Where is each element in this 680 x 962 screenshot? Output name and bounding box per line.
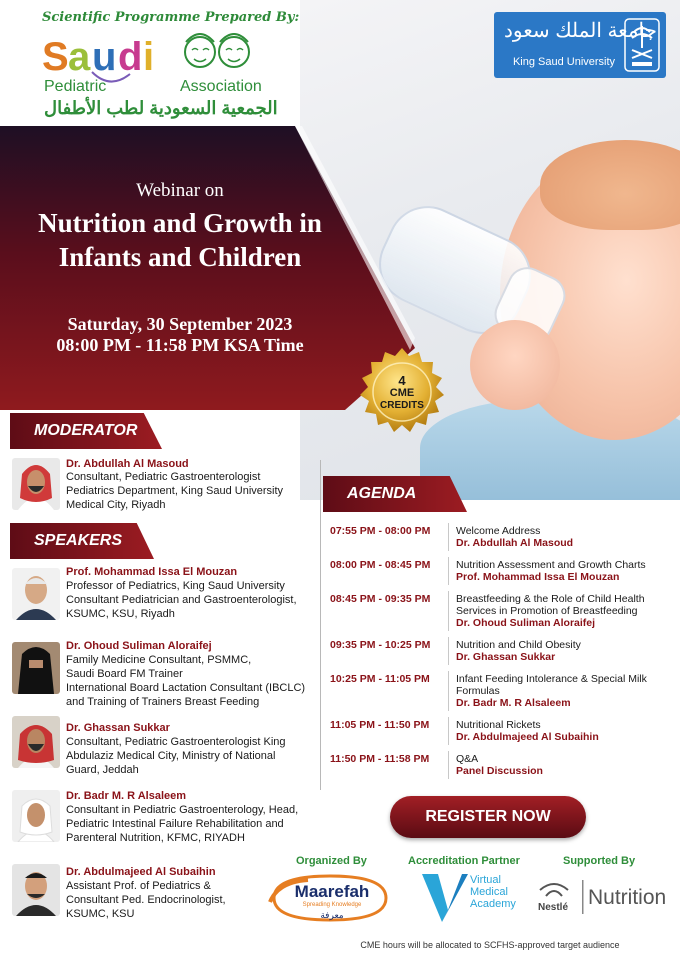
agenda-time: 08:45 PM - 09:35 PM <box>330 593 431 605</box>
agenda-topic: Nutrition and Child Obesity <box>456 639 581 651</box>
register-now-button[interactable]: REGISTER NOW <box>390 796 586 838</box>
speaker-name: Prof. Mohammad Issa El Mouzan <box>66 566 238 578</box>
maarefah-arabic: معرفة <box>320 910 344 920</box>
organized-by-label: Organized By <box>296 855 367 867</box>
prepared-by-label: Scientific Programme Prepared By: <box>42 10 300 25</box>
agenda-separator <box>448 717 449 745</box>
maarefah-tagline: Spreading Knowledge <box>302 902 362 908</box>
agenda-separator <box>448 751 449 779</box>
column-divider <box>320 460 321 790</box>
ksu-arabic-name: جامعة الملك سعود <box>504 20 657 42</box>
maarefah-name: Maarefah <box>294 882 370 901</box>
speaker-name: Dr. Badr M. R Alsaleem <box>66 790 187 802</box>
agenda-separator <box>448 557 449 585</box>
agenda-heading: AGENDA <box>323 476 473 512</box>
ksu-english-name: King Saud University <box>512 56 616 68</box>
nestle-name: Nestlé <box>538 902 569 913</box>
agenda-speaker: Prof. Mohammad Issa El Mouzan <box>456 571 620 583</box>
agenda-speaker: Dr. Abdullah Al Masoud <box>456 537 574 549</box>
agenda-time: 10:25 PM - 11:05 PM <box>330 673 430 685</box>
spa-arabic-name: الجمعية السعودية لطب الأطفال <box>44 98 278 118</box>
agenda-topic: Nutrition Assessment and Growth Charts <box>456 559 646 571</box>
agenda-speaker: Dr. Ghassan Sukkar <box>456 651 556 663</box>
agenda-separator <box>448 671 449 711</box>
speaker-description: Assistant Prof. of Pediatrics & Consultant Ped. Endocrinologist, KSUMC, KSU <box>66 880 226 920</box>
spa-logo-a: a <box>68 35 91 79</box>
speaker-description: Consultant in Pediatric Gastroenterology, Head, Pediatric Intestinal Failure Rehabilitation and Parenteral Nutrition, KFMC, RIYADH <box>66 804 299 844</box>
moderator-photo <box>12 458 60 510</box>
spa-logo-s: S <box>42 35 69 79</box>
agenda-topic: Q&A <box>456 753 479 765</box>
baby-hand <box>470 320 560 410</box>
agenda-speaker: Panel Discussion <box>456 765 543 777</box>
agenda-topic: Infant Feeding Intolerance & Special Milk Formulas <box>456 673 647 697</box>
spa-logo-u: u <box>92 35 117 79</box>
agenda-topic: Nutritional Rickets <box>456 719 541 731</box>
moderator-description: Consultant, Pediatric Gastroenterologist Pediatrics Department, King Saud University Medical City, Riyadh <box>66 471 284 511</box>
agenda-speaker: Dr. Abdulmajeed Al Subaihin <box>456 731 599 743</box>
cme-label: CME <box>389 387 415 399</box>
speaker-photo <box>12 568 60 620</box>
spa-word-pediatric: Pediatric <box>44 78 107 95</box>
supported-by-label: Supported By <box>563 855 636 867</box>
vma-line1: Virtual <box>470 874 501 886</box>
webinar-date: Saturday, 30 September 2023 <box>67 314 293 334</box>
agenda-time: 11:05 PM - 11:50 PM <box>330 719 430 731</box>
accreditation-partner-label: Accreditation Partner <box>408 855 520 867</box>
webinar-time: 08:00 PM - 11:58 PM KSA Time <box>56 335 304 355</box>
speaker-description: Consultant, Pediatric Gastroenterologist King Abdulaziz Medical City, Ministry of National Guard, Jeddah <box>66 736 286 776</box>
agenda-separator <box>448 591 449 631</box>
vma-name <box>470 874 516 910</box>
agenda-speaker: Dr. Badr M. R Alsaleem <box>456 697 571 709</box>
cme-number: 4 <box>398 373 406 388</box>
agenda-topic: Breastfeeding & the Role of Child Health Services in Promotion of Breastfeeding <box>456 593 645 617</box>
cme-credits-label: CREDITS <box>380 400 424 411</box>
speaker-description: Family Medicine Consultant, PSMMC, Saudi Board FM Trainer International Board Lactation Consultant (IBCLC) and Training of Trainers Breast Feeding <box>66 654 306 708</box>
speaker-name: Dr. Ohoud Suliman Aloraifej <box>66 640 212 652</box>
vma-line2: Medical <box>470 886 508 898</box>
spa-word-association: Association <box>180 78 262 95</box>
speaker-photo <box>12 716 60 768</box>
speaker-name: Dr. Ghassan Sukkar <box>66 722 170 734</box>
baby-hair <box>540 140 680 230</box>
vma-line3: Academy <box>470 898 516 910</box>
webinar-title-line1: Nutrition and Growth in <box>38 208 322 238</box>
speaker-description: Professor of Pediatrics, King Saud University Consultant Pediatrician and Gastroenterologist, KSUMC, KSU, Riyadh <box>66 580 297 620</box>
agenda-topic: Welcome Address <box>456 525 541 537</box>
speaker-photo <box>12 864 60 916</box>
speaker-name: Dr. Abdulmajeed Al Subaihin <box>66 866 216 878</box>
agenda-separator <box>448 523 449 551</box>
spa-logo-i: i <box>143 35 155 79</box>
agenda-time: 11:50 PM - 11:58 PM <box>330 753 430 765</box>
agenda-speaker: Dr. Ohoud Suliman Aloraifej <box>456 617 596 629</box>
ksu-emblem-icon <box>624 18 660 72</box>
agenda-time: 07:55 PM - 08:00 PM <box>330 525 431 537</box>
moderator-name: Dr. Abdullah Al Masoud <box>66 458 189 470</box>
speaker-photo <box>12 790 60 842</box>
nutrition-name: Nutrition <box>588 886 667 909</box>
cme-footnote: CME hours will be allocated to SCFHS-approved target audience <box>360 940 620 950</box>
spa-logo-d: d <box>118 35 143 79</box>
webinar-title <box>0 206 360 274</box>
webinar-title-line2: Infants and Children <box>58 242 302 272</box>
agenda-separator <box>448 637 449 665</box>
speaker-photo <box>12 642 60 694</box>
moderator-heading: MODERATOR <box>10 413 180 449</box>
agenda-time: 09:35 PM - 10:25 PM <box>330 639 431 651</box>
webinar-label: Webinar on <box>136 180 224 201</box>
speakers-heading: SPEAKERS <box>10 523 170 559</box>
agenda-time: 08:00 PM - 08:45 PM <box>330 559 431 571</box>
